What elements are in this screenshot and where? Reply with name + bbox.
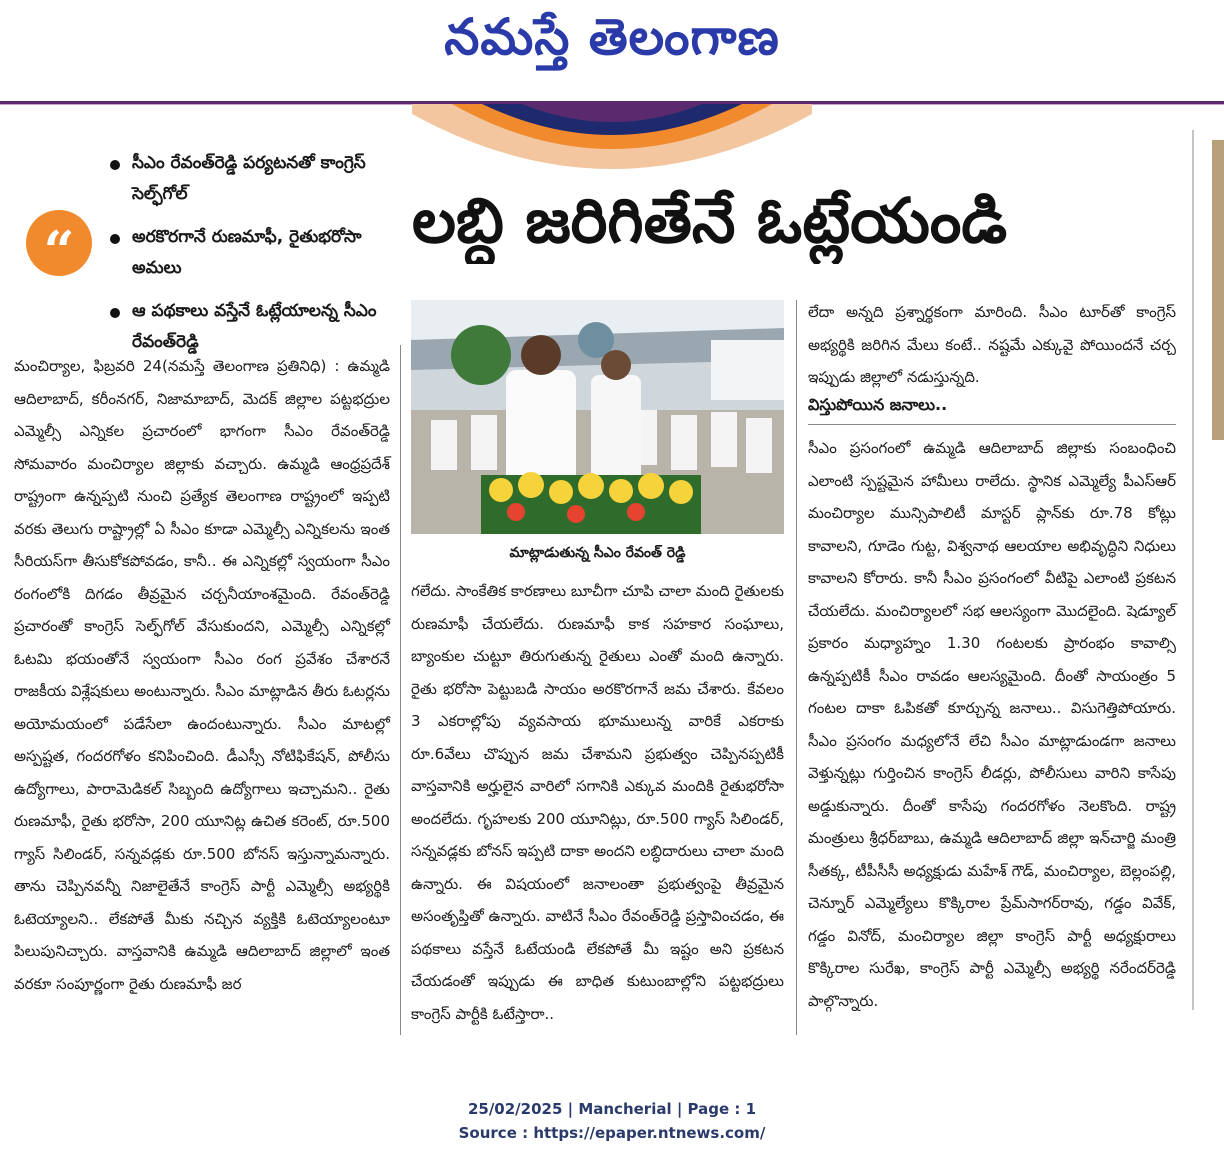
highlight-item: సీఎం రేవంత్‌రెడ్డి పర్యటనతో కాంగ్రెస్‌ సెల్ఫ్‌గోల్‌: [110, 148, 400, 210]
highlight-item: ఆ పథకాలు వస్తేనే ఓట్లేయాలన్న సీఎం రేవంత్‌రెడ్డి: [110, 296, 400, 358]
masthead: [0, 0, 1224, 104]
footer-date-line: 25/02/2025 | Mancherial | Page : 1: [467, 1100, 757, 1118]
news-photo: [411, 300, 784, 534]
decorative-arc: [412, 104, 812, 176]
sub-heading: విస్తుపోయిన జనాలు..: [808, 390, 1176, 425]
footer-source-line: Source : https://epaper.ntnews.com/: [458, 1124, 766, 1142]
highlight-item: అరకొరగానే రుణమాఫీ, రైతుభరోసా అమలు: [110, 222, 400, 284]
highlights-list: [110, 148, 400, 370]
photo-illustration: [411, 300, 784, 534]
masthead-title: నమస్తే తెలంగాణ: [444, 8, 780, 66]
article-column-3: లేదా అన్నది ప్రశ్నార్థకంగా మారింది. సీఎం టూర్‌తో కాంగ్రెస్‌ అభ్యర్థికి జరిగిన మేలు కంటే.. నష్టమే ఎక్కువై పోయిందనే చర్చ ఇప్పుడు జిల్లాలో నడుస్తున్నది.: [808, 303, 1176, 386]
column-divider: [796, 300, 797, 1035]
adjacent-article-edge: [1184, 130, 1224, 1010]
quote-icon: “: [26, 210, 92, 276]
article-column-1: మంచిర్యాల, ఫిబ్రవరి 24(నమస్తే తెలంగాణ ప్రతినిధి) : ఉమ్మడి ఆదిలాబాద్‌, కరీంనగర్‌, నిజామాబాద్‌, మెదక్‌ జిల్లాల పట్టభద్రుల ఎమ్మెల్సీ ఎన్నికల ప్రచారంలో భాగంగా సీఎం రేవంత్‌రెడ్డి సోమవారం మంచిర్యాల జిల్లాకు వచ్చారు. ఉమ్మడి ఆంధ్రప్రదేశ్‌ రాష్ట్రంగా ఉన్నప్పటి నుంచి ప్రత్యేక తెలంగాణ రాష్ట్రంలో ఇప్పటి వరకు తెలుగు రాష్ట్రాల్లో ఏ సీఎం కూడా ఎమ్మెల్సీ ఎన్నికలను ఇంత సీరియస్‌గా తీసుకోకపోవడం, కానీ.. ఈ ఎన్నికల్లో స్వయంగా సీఎం రంగంలోకి దిగడం తీవ్రమైన చర్చనీయాంశమైంది. రేవంత్‌రెడ్డి ప్రచారంతో కాంగ్రెస్‌ సెల్ఫ్‌గోల్‌ వేసుకుందని, ఎమ్మెల్సీ ఎన్నికల్లో ఓటమి భయంతోనే స్వయంగా సీఎం రంగ ప్రవేశం చేశారనే రాజకీయ విశ్లేషకులు అంటున్నారు. సీఎం మాట్లాడిన తీరు ఓటర్లను అయోమయంలో పడేసేలా ఉందంటున్నారు. సీఎం మాటల్లో అస్పష్టత, గందరగోళం కనిపించింది. డీఎస్సీ నోటిఫికేషన్‌, పోలీసు ఉద్యోగాలు, పారామెడికల్‌ సిబ్బంది ఉద్యోగాలు ఇచ్చామని.. రైతు రుణమాఫీ, రైతు భరోసా, 200 యూనిట్ల ఉచిత కరెంట్‌, రూ.500 గ్యాస్‌ సిలిండర్‌, సన్నవడ్లకు రూ.500 బోనస్‌ ఇస్తున్నామన్నారు. తాను చెప్పినవన్నీ నిజాలైతేనే కాంగ్రెస్‌ పార్టీ ఎమ్మెల్సీ అభ్యర్థికి ఓటెయ్యాలని.. లేకపోతే మీకు నచ్చిన వ్యక్తికి ఓటెయ్యాలంటూ పిలుపునిచ్చారు. వాస్తవానికి ఉమ్మడి ఆదిలాబాద్‌ జిల్లాలో ఇంత వరకూ సంపూర్ణంగా రైతు రుణమాఫీ జర: [14, 357, 390, 993]
article-column-3-continued: సీఎం ప్రసంగంలో ఉమ్మడి ఆదిలాబాద్‌ జిల్లాకు సంబంధించి ఎలాంటి స్పష్టమైన హామీలు రాలేదు. స్థానిక ఎమ్మెల్యే పీఎస్‌ఆర్‌ మంచిర్యాల మున్సిపాలిటీ మాస్టర్‌ ప్లాన్‌కు రూ.78 కోట్లు కావాలని, గూడెం గుట్ట, విశ్వనాథ ఆలయాల అభివృద్ధిని నిధులు కావాలని కోరారు. కానీ సీఎం ప్రసంగంలో వీటిపై ఎలాంటి ప్రకటన చేయలేదు. మంచిర్యాలలో సభ ఆలస్యంగా మొదలైంది. షెడ్యూల్‌ ప్రకారం మధ్యాహ్నం 1.30 గంటలకు ప్రారంభం కావాల్సి ఉన్నప్పటికీ సీఎం రావడం ఆలస్యమైంది. దీంతో సాయంత్రం 5 గంటల దాకా ఓపికతో కూర్చున్న జనాలు.. విసుగెత్తిపోయారు. సీఎం ప్రసంగం మధ్యలోనే లేచి సీఎం మాట్లాడుండగా జనాలు వెళ్తున్నట్లు గుర్తించిన కాంగ్రెస్‌ లీడర్లు, పోలీసులు వారిని కాసేపు అడ్డుకున్నారు. దీంతో కాసేపు గందరగోళం నెలకొంది. రాష్ట్ర మంత్రులు శ్రీధర్‌బాబు, ఉమ్మడి ఆదిలాబాద్‌ జిల్లా ఇన్‌చార్జి మంత్రి సీతక్క, టీపీసీసీ అధ్యక్షుడు మహేశ్‌ గౌడ్‌, మంచిర్యాల, బెల్లంపల్లి, చెన్నూర్‌ ఎమ్మెల్యేలు కొక్కిరాల ప్రేమ్‌సాగర్‌రావు, గడ్డం వివేక్‌, గడ్డం వినోద్‌, మంచిర్యాల జిల్లా కాంగ్రెస్‌ పార్టీ అధ్యక్షురాలు కొక్కిరాల సురేఖ, కాంగ్రెస్‌ పార్టీ ఎమ్మెల్సీ అభ్యర్థి నరేందర్‌రెడ్డి పాల్గొన్నారు.: [808, 439, 1176, 1010]
headline: లబ్ధి జరిగితేనే ఓట్లేయండి: [412, 184, 1008, 257]
column-divider: [400, 345, 401, 1035]
photo-caption: మాట్లాడుతున్న సీఎం రేవంత్‌ రెడ్డి: [509, 545, 686, 561]
article-column-2: గలేదు. సాంకేతిక కారణాలు బూచీగా చూపి చాలా మంది రైతులకు రుణమాఫీ చేయలేదు. రుణమాఫీ కాక సహకార సంఘాలు, బ్యాంకుల చుట్టూ తిరుగుతున్న రైతులు ఎంతో మంది ఉన్నారు. రైతు భరోసా పెట్టుబడి సాయం అరకొరగానే జమ చేశారు. కేవలం 3 ఎకరాల్లోపు వ్యవసాయ భూములున్న వారికే ఎకరాకు రూ.6వేలు చొప్పున జమ చేశామని ప్రభుత్వం చెప్పినప్పటికీ వాస్తవానికి అర్హులైన వారిలో సగానికి ఎక్కువ మందికి రైతుభరోసా అందలేదు. గృహలకు 200 యూనిట్లు, రూ.500 గ్యాస్‌ సిలిండర్‌, సన్నవడ్లకు బోనస్‌ ఇప్పటి దాకా అందని లబ్ధిదారులు చాలా మంది ఉన్నారు. ఈ విషయంలో జనాలంతా ప్రభుత్వంపై తీవ్రమైన అసంతృప్తితో ఉన్నారు. వాటినే సీఎం రేవంత్‌రెడ్డి ప్రస్తావించడం, ఈ పథకాలు వస్తేనే ఓటేయండి లేకపోతే మీ ఇష్టం అని ప్రకటన చేయడంతో ఇప్పుడు ఈ బాధిత కుటుంబాల్లోని పట్టభద్రులు కాంగ్రెస్‌ పార్టీకి ఓటేస్తారా..: [411, 582, 784, 1023]
